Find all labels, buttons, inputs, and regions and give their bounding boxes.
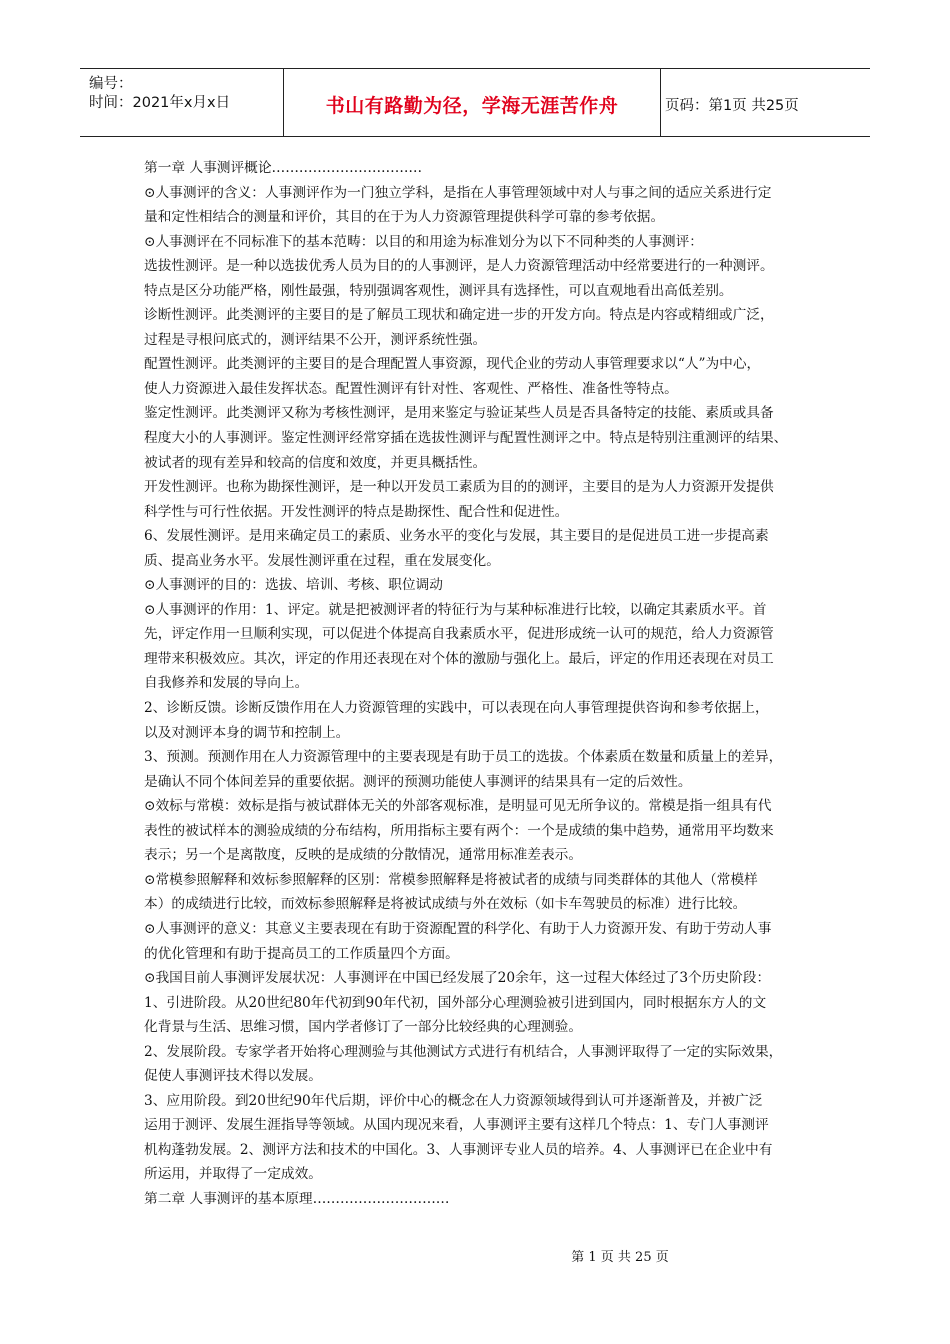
text-line: 特点是区分功能严格，刚性最强，特别强调客观性，测评具有选择性，可以直观地看出高低差别。 bbox=[144, 282, 733, 299]
text-line: ⊙人事测评的含义：人事测评作为一门独立学科，是指在人事管理领域中对人与事之间的适应关系进行定 bbox=[144, 184, 772, 201]
text-line: 先，评定作用一旦顺利实现，可以促进个体提高自我素质水平，促进形成统一认可的规范，给人力资源管 bbox=[144, 626, 774, 643]
text-line: 的优化管理和有助于提高员工的工作质量四个方面。 bbox=[144, 945, 459, 962]
text-line: 以及对测评本身的调节和控制上。 bbox=[144, 724, 350, 741]
text-line: 2、诊断反馈。诊断反馈作用在人力资源管理的实践中，可以表现在向人事管理提供咨询和参考依据上， bbox=[144, 700, 769, 717]
header-motto-cell bbox=[283, 69, 661, 136]
text-line: 6、发展性测评。是用来确定员工的素质、业务水平的变化与发展，其主要目的是促进员工进一步提高素 bbox=[144, 528, 769, 545]
text-line: ⊙我国目前人事测评发展状况：人事测评在中国已经发展了20余年，这一过程大体经过了3个历史阶段： bbox=[144, 970, 771, 987]
text-line: 第二章 人事测评的基本原理………………………… bbox=[144, 1190, 450, 1207]
text-line: 选拔性测评。是一种以选拔优秀人员为目的的人事测评，是人力资源管理活动中经常要进行的一种测评。 bbox=[144, 258, 774, 275]
text-line: 质、提高业务水平。发展性测评重在过程，重在发展变化。 bbox=[144, 552, 500, 569]
header-motto: 书山有路勤为径，学海无涯苦作舟 bbox=[325, 95, 619, 117]
text-line: 促使人事测评技术得以发展。 bbox=[144, 1068, 322, 1085]
page-header bbox=[80, 68, 870, 137]
text-line: 鉴定性测评。此类测评又称为考核性测评，是用来鉴定与验证某些人员是否具备特定的技能、素质或具备 bbox=[144, 405, 774, 422]
text-line: 配置性测评。此类测评的主要目的是合理配置人事资源，现代企业的劳动人事管理要求以“人”为中心， bbox=[144, 356, 761, 373]
text-line: ⊙人事测评的意义：其意义主要表现在有助于资源配置的科学化、有助于人力资源开发、有助于劳动人事 bbox=[144, 920, 772, 937]
text-line: 自我修养和发展的导向上。 bbox=[144, 675, 309, 692]
text-line: 是确认不同个体间差异的重要依据。测评的预测功能使人事测评的结果具有一定的后效性。 bbox=[144, 773, 692, 790]
text-line: 使人力资源进入最佳发挥状态。配置性测评有针对性、客观性、严格性、准备性等特点。 bbox=[144, 380, 678, 397]
text-line: 第一章 人事测评概论…………………………… bbox=[144, 160, 423, 176]
footer-page-number: 第 1 页 共 25 页 bbox=[571, 1250, 669, 1265]
document-body bbox=[144, 156, 824, 1212]
text-line: 表示；另一个是离散度，反映的是成绩的分散情况，通常用标准差表示。 bbox=[144, 847, 583, 864]
header-page-info: 页码：第1页 共25页 bbox=[665, 98, 799, 114]
text-line: 3、应用阶段。到20世纪90年代后期，评价中心的概念在人力资源领域得到认可并逐渐普及，并被广泛 bbox=[144, 1092, 763, 1109]
text-line: 1、引进阶段。从20世纪80年代初到90年代初，国外部分心理测验被引进到国内，同时根据东方人的文 bbox=[144, 994, 767, 1011]
text-line: 运用于测评、发展生涯指导等领域。从国内现况来看，人事测评主要有这样几个特点：1、专门人事测评 bbox=[144, 1117, 769, 1134]
doc-number-label: 编号： bbox=[89, 76, 133, 92]
text-line: 被试者的现有差异和较高的信度和效度，并更具概括性。 bbox=[144, 454, 487, 471]
text-line: ⊙常模参照解释和效标参照解释的区别：常模参照解释是将被试者的成绩与同类群体的其他人（常模样 bbox=[144, 871, 758, 888]
text-line: 化背景与生活、思维习惯，国内学者修订了一部分比较经典的心理测验。 bbox=[144, 1019, 583, 1036]
text-line: 所运用，并取得了一定成效。 bbox=[144, 1166, 322, 1183]
text-line: 3、预测。预测作用在人力资源管理中的主要表现是有助于员工的选拔。个体素质在数量和质量上的差异， bbox=[144, 749, 783, 766]
text-line: ⊙人事测评的作用：1、评定。就是把被测评者的特征行为与某种标准进行比较，以确定其素质水平。首 bbox=[144, 601, 767, 618]
text-line: 量和定性相结合的测量和评价，其目的在于为人力资源管理提供科学可靠的参考依据。 bbox=[144, 209, 665, 226]
text-line: 本）的成绩进行比较，而效标参照解释是将被试成绩与外在效标（如卡车驾驶员的标准）进行比较。 bbox=[144, 896, 747, 913]
text-line: 表性的被试样本的测验成绩的分布结构，所用指标主要有两个：一个是成绩的集中趋势，通常用平均数来 bbox=[144, 822, 774, 839]
text-line: 理带来积极效应。其次，评定的作用还表现在对个体的激励与强化上。最后，评定的作用还表现在对员工 bbox=[144, 650, 774, 667]
text-line: 机构蓬勃发展。2、测评方法和技术的中国化。3、人事测评专业人员的培养。4、人事测评已在企业中有 bbox=[144, 1141, 773, 1158]
text-line: 过程是寻根问底式的，测评结果不公开，测评系统性强。 bbox=[144, 331, 487, 348]
text-line: 程度大小的人事测评。鉴定性测评经常穿插在选拔性测评与配置性测评之中。特点是特别注重测评的结果、 bbox=[144, 430, 788, 447]
header-meta-cell bbox=[80, 69, 283, 136]
header-page-cell bbox=[660, 69, 870, 136]
text-line: 开发性测评。也称为勘探性测评，是一种以开发员工素质为目的的测评，主要目的是为人力资源开发提供 bbox=[144, 479, 774, 496]
text-line: 科学性与可行性依据。开发性测评的特点是勘探性、配合性和促进性。 bbox=[144, 503, 569, 520]
doc-time-label: 时间：2021年x月x日 bbox=[89, 95, 231, 111]
text-line: 2、发展阶段。专家学者开始将心理测验与其他测试方式进行有机结合，人事测评取得了一定的实际效果， bbox=[144, 1043, 783, 1060]
text-line: ⊙人事测评的目的：选拔、培训、考核、职位调动 bbox=[144, 577, 443, 594]
text-line: 诊断性测评。此类测评的主要目的是了解员工现状和确定进一步的开发方向。特点是内容或精细或广泛， bbox=[144, 307, 774, 324]
text-line: ⊙人事测评在不同标准下的基本范畴：以目的和用途为标准划分为以下不同种类的人事测评： bbox=[144, 233, 703, 250]
text-line: ⊙效标与常模：效标是指与被试群体无关的外部客观标准，是明显可见无所争议的。常模是指一组具有代 bbox=[144, 798, 772, 815]
page-footer bbox=[0, 1246, 950, 1265]
